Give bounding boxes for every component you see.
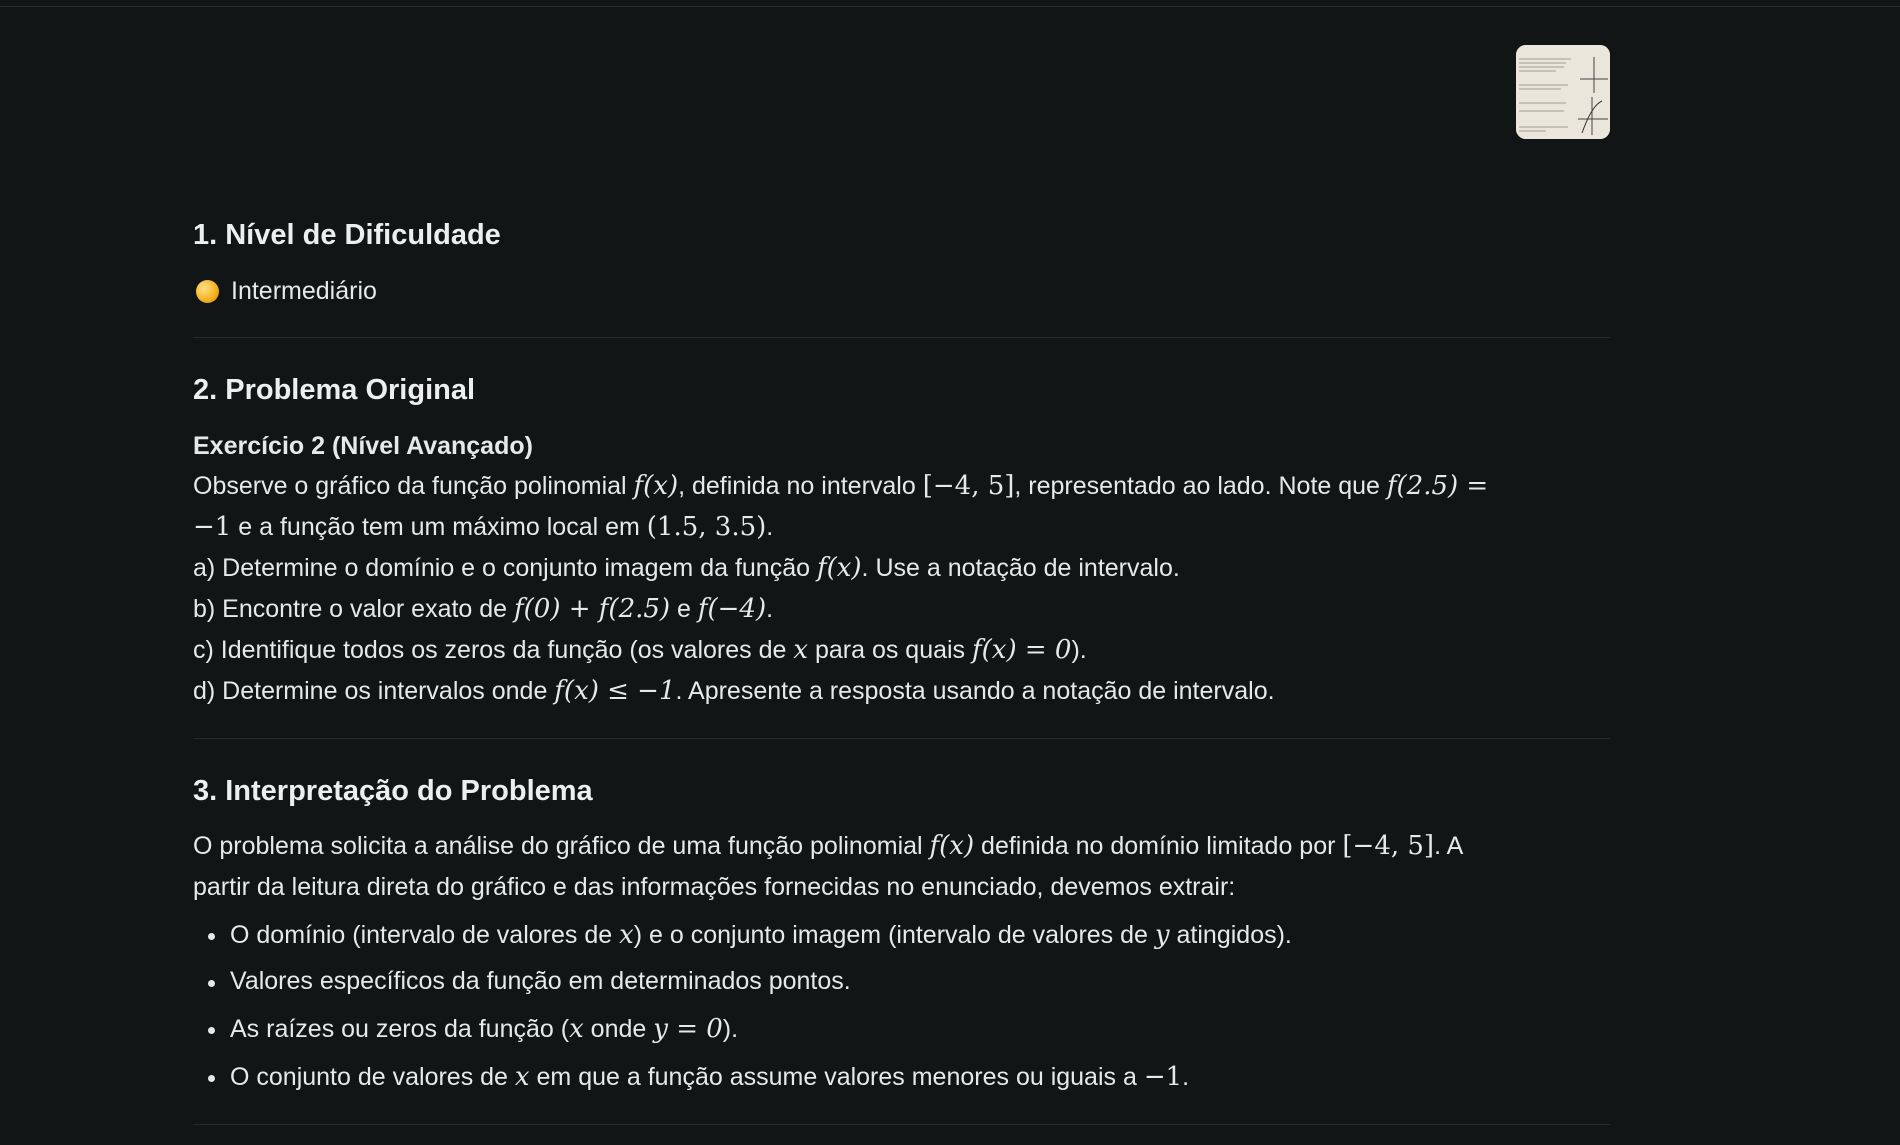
text: . Apresente a resposta usando a notação de intervalo. [675,677,1275,705]
text: . A [1434,832,1464,860]
section-difficulty-title: 1. Nível de Dificuldade [193,219,501,251]
text: Valores específicos da função em determinados pontos. [230,967,851,995]
problem-line-1 [193,471,1488,501]
item-b [193,594,773,624]
text: , definida no intervalo [678,472,923,500]
math-sum: f(0) + f(2.5) [514,594,671,624]
math-x: x [793,635,809,665]
math-fx: f(x) [816,553,862,583]
math-x: x [569,1014,584,1044]
interpretation-line-2: partir da leitura direta do gráfico e das informações fornecidas no enunciado, devemos extrair: [193,873,1236,901]
text: c) Identifique todos os zeros da função (os valores de [193,636,794,664]
math-f25: f(2.5) = [1386,471,1489,501]
exercise-title: Exercício 2 (Nível Avançado) [193,432,533,460]
math-fx-le: f(x) ≤ −1 [554,676,676,706]
list-item [193,1062,1189,1092]
text: definida no domínio limitado por [974,832,1343,860]
item-d [193,676,1275,706]
top-divider [0,6,1900,7]
text: O problema solicita a análise do gráfico de uma função polinomial [193,832,930,860]
math-fm4: f(−4) [697,594,767,624]
section-problem-title: 2. Problema Original [193,374,476,406]
section-interpretation-title: 3. Interpretação do Problema [193,775,593,807]
text: As raízes ou zeros da função ( [230,1015,570,1043]
math-x: x [619,920,634,950]
math-fx: f(x) [929,831,975,861]
text: . [766,595,774,623]
item-c [193,635,1087,665]
difficulty-level: Intermediário [231,277,377,305]
thumbnail-image [1516,45,1610,139]
problem-line-2 [193,512,773,542]
text: O domínio (intervalo de valores de [230,921,620,949]
difficulty-badge [193,277,377,306]
text: e [670,595,698,623]
section-divider [193,337,1610,338]
math-x: x [514,1062,530,1092]
text: O conjunto de valores de [230,1063,515,1091]
yellow-circle-icon [196,280,219,303]
math-minus1: −1 [1143,1062,1183,1092]
math-fx: f(x) [633,471,679,501]
text: para os quais [808,636,973,664]
text: . [1182,1063,1190,1091]
text: onde [583,1015,654,1043]
item-a [193,553,1180,583]
text: ). [1071,636,1087,664]
section-divider [193,738,1610,739]
text: . [766,513,774,541]
text: a) Determine o domínio e o conjunto imagem da função [193,554,817,582]
text: . Use a notação de intervalo. [861,554,1180,582]
math-fx-eq0: f(x) = 0 [972,635,1072,665]
list-item [193,920,1292,950]
math-y: y [1154,920,1170,950]
text: ). [722,1015,739,1043]
text: b) Encontre o valor exato de [193,595,515,623]
math-y-eq0: y = 0 [653,1014,723,1044]
math-minus1: −1 [193,512,232,542]
list-item [193,1014,738,1044]
math-interval: [−4, 5] [922,471,1015,501]
section-divider [193,1124,1610,1125]
problem-image-thumbnail[interactable] [1516,45,1610,139]
math-max-point: (1.5, 3.5) [646,512,767,542]
list-item [193,967,851,996]
math-interval: [−4, 5] [1342,831,1435,861]
text: Observe o gráfico da função polinomial [193,472,634,500]
text: , representado ao lado. Note que [1014,472,1387,500]
interpretation-line-1 [193,831,1463,861]
text: atingidos). [1169,921,1292,949]
text: d) Determine os intervalos onde [193,677,555,705]
text: ) e o conjunto imagem (intervalo de valores de [633,921,1155,949]
text: em que a função assume valores menores ou iguais a [529,1063,1144,1091]
text: e a função tem um máximo local em [231,513,647,541]
